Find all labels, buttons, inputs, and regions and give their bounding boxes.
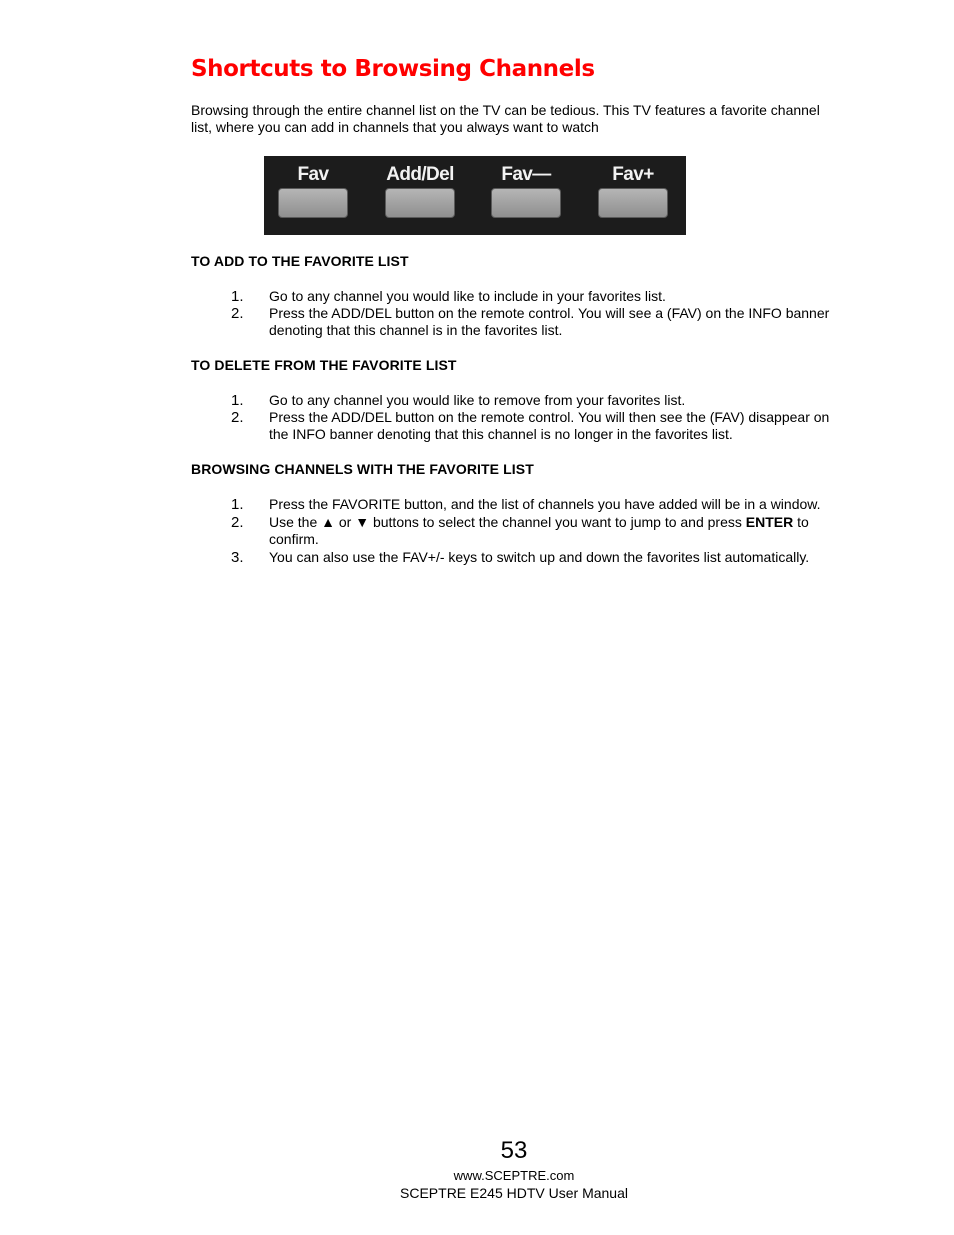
add-del-key-button <box>385 188 455 218</box>
add-del-key <box>384 162 456 218</box>
section-heading-delete: TO DELETE FROM THE FAVORITE LIST <box>191 357 457 373</box>
list-item <box>191 288 851 305</box>
browsing-steps-list <box>191 496 851 566</box>
fav-key-button <box>278 188 348 218</box>
step-text: Go to any channel you would like to include in your favorites list. <box>269 288 666 304</box>
step-number: 3. <box>231 549 244 566</box>
fav-minus-key <box>490 162 562 218</box>
step-text: You can also use the FAV+/- keys to switch up and down the favorites list automatically. <box>269 549 810 565</box>
delete-steps-list <box>191 392 851 443</box>
step-text: Go to any channel you would like to remove from your favorites list. <box>269 392 686 408</box>
step-text: Press the ADD/DEL button on the remote control. You will see a (FAV) on the INFO banner denoting that this channel is in the favorites list. <box>269 305 830 338</box>
footer-manual-title: SCEPTRE E245 HDTV User Manual <box>400 1185 628 1201</box>
list-item <box>191 409 851 443</box>
step-number: 2. <box>231 514 244 531</box>
page-title: Shortcuts to Browsing Channels <box>191 56 595 82</box>
add-del-key-label: Add/Del <box>386 164 454 185</box>
step-text: Press the ADD/DEL button on the remote control. You will then see the (FAV) disappear on the INFO banner denoting that this channel is no longer in the favorites list. <box>269 409 830 442</box>
fav-minus-key-button <box>491 188 561 218</box>
step-text: Press the FAVORITE button, and the list of channels you have added will be in a window. <box>269 496 821 512</box>
step-number: 1. <box>231 288 244 305</box>
fav-key <box>277 162 349 218</box>
list-item <box>191 305 851 339</box>
section-heading-browsing: BROWSING CHANNELS WITH THE FAVORITE LIST <box>191 461 534 477</box>
step-number: 1. <box>231 392 244 409</box>
enter-keyword: ENTER <box>745 514 794 530</box>
fav-minus-key-label: Fav— <box>501 164 551 185</box>
fav-plus-key-label: Fav+ <box>612 164 654 185</box>
intro-paragraph: Browsing through the entire channel list on the TV can be tedious. This TV features a favorite channel list, where you can add in channels that you always want to watch <box>191 102 820 135</box>
remote-buttons-image <box>264 156 686 235</box>
list-item <box>191 514 851 548</box>
fav-plus-key <box>597 162 669 218</box>
fav-key-label: Fav <box>297 164 329 185</box>
list-item <box>191 549 851 566</box>
add-steps-list <box>191 288 851 339</box>
step-text <box>269 514 851 548</box>
step-text-before: Use the ▲ or ▼ buttons to select the channel you want to jump to and press <box>269 514 746 530</box>
fav-plus-key-button <box>598 188 668 218</box>
step-number: 2. <box>231 305 244 322</box>
section-heading-add: TO ADD TO THE FAVORITE LIST <box>191 253 409 269</box>
list-item <box>191 496 851 513</box>
step-text-after: to confirm. <box>269 514 809 547</box>
footer-website: www.SCEPTRE.com <box>453 1168 575 1183</box>
step-number: 1. <box>231 496 244 513</box>
list-item <box>191 392 851 409</box>
page-number: 53 <box>500 1137 528 1164</box>
step-number: 2. <box>231 409 244 426</box>
